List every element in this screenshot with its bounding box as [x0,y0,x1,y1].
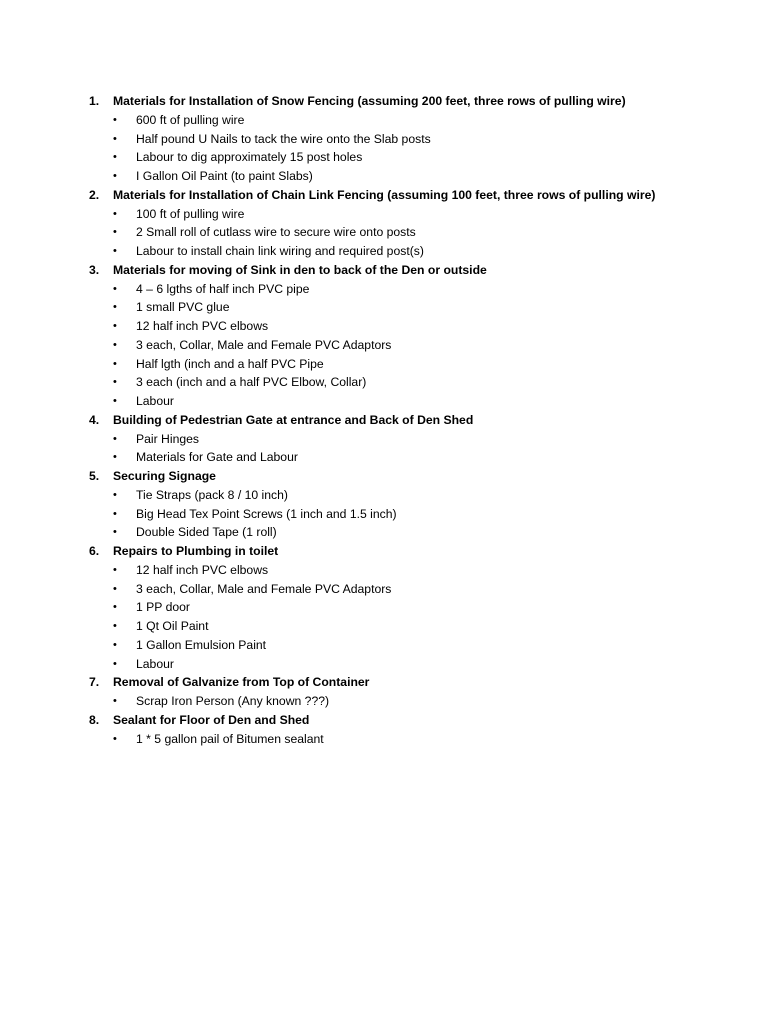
materials-list [0,92,768,748]
section-heading [0,711,768,730]
bullet-icon: • [113,451,117,464]
list-item [0,598,768,617]
list-item-text: 3 each, Collar, Male and Female PVC Adaptors [136,337,392,352]
list-item [0,430,768,449]
list-item-text: 3 each (inch and a half PVC Elbow, Collar) [136,375,367,390]
section-heading-text: Materials for moving of Sink in den to back of the Den or outside [113,262,487,277]
list-item-text: 3 each, Collar, Male and Female PVC Adaptors [136,581,392,596]
list-item [0,167,768,186]
list-item-text: Big Head Tex Point Screws (1 inch and 1.5 inch) [136,506,397,521]
list-item-text: 1 Qt Oil Paint [136,619,209,633]
section-heading-text: Materials for Installation of Chain Link Fencing (assuming 100 feet, three rows of pulling wire) [113,187,656,202]
list-item [0,317,768,336]
list-item [0,692,768,711]
bullet-icon: • [113,507,117,520]
list-item-text: Labour to dig approximately 15 post holes [136,150,363,165]
list-item [0,730,768,749]
section-items [0,692,768,711]
list-item [0,580,768,599]
section-heading-text: Repairs to Plumbing in toilet [113,544,279,558]
list-item-text: 600 ft of pulling wire [136,112,245,127]
section-heading [0,186,768,205]
section-heading [0,92,768,111]
bullet-icon: • [113,638,117,651]
bullet-icon: • [113,170,117,182]
section-number: 3. [89,262,100,277]
list-item-text: 1 small PVC glue [136,300,230,315]
list-item-text: Labour [136,656,174,671]
section-number: 5. [89,469,100,483]
list-item [0,505,768,524]
section-items [0,561,768,674]
section-number: 4. [89,412,100,427]
bullet-icon: • [113,526,117,539]
list-item-text: 1 PP door [136,600,190,615]
section-heading-text: Securing Signage [113,469,216,483]
bullet-icon: • [113,563,117,576]
list-item [0,561,768,580]
bullet-icon: • [113,395,117,407]
section-heading-text: Building of Pedestrian Gate at entrance and Back of Den Shed [113,412,474,427]
list-section [0,542,768,673]
list-item [0,636,768,655]
list-item [0,373,768,392]
bullet-icon: • [113,132,117,145]
list-item [0,148,768,167]
list-item-text: Tie Straps (pack 8 / 10 inch) [136,487,288,502]
list-item [0,130,768,149]
section-heading [0,673,768,692]
bullet-icon: • [113,376,117,389]
list-item-text: 4 – 6 lgths of half inch PVC pipe [136,281,310,296]
bullet-icon: • [113,320,117,332]
section-items [0,486,768,542]
bullet-icon: • [113,488,117,501]
section-number: 2. [89,187,100,202]
list-section [0,711,768,749]
section-number: 7. [89,675,100,690]
section-number: 1. [89,94,100,108]
list-item [0,617,768,636]
list-section [0,186,768,261]
section-heading [0,467,768,486]
section-items [0,280,768,411]
bullet-icon: • [113,245,117,257]
list-item-text: I Gallon Oil Paint (to paint Slabs) [136,169,313,183]
section-items [0,205,768,261]
list-item [0,223,768,242]
list-section [0,261,768,411]
list-item-text: Double Sided Tape (1 roll) [136,525,277,540]
list-item-text: Scrap Iron Person (Any known ???) [136,694,330,708]
list-item [0,111,768,130]
bullet-icon: • [113,432,117,445]
list-item [0,242,768,261]
list-item-text: Materials for Gate and Labour [136,450,298,465]
bullet-icon: • [113,657,117,670]
list-item [0,655,768,674]
bullet-icon: • [113,282,117,295]
list-item-text: 12 half inch PVC elbows [136,562,269,577]
bullet-icon: • [113,338,117,351]
list-item-text: 2 Small roll of cutlass wire to secure wire onto posts [136,225,416,240]
section-items [0,430,768,468]
list-item [0,205,768,224]
list-item [0,448,768,467]
bullet-icon: • [113,695,117,707]
list-item [0,392,768,411]
list-item-text: 1 * 5 gallon pail of Bitumen sealant [136,731,324,746]
bullet-icon: • [113,620,117,632]
section-heading-text: Removal of Galvanize from Top of Container [113,675,370,690]
section-items [0,730,768,749]
list-item-text: 100 ft of pulling wire [136,206,245,221]
list-section [0,411,768,467]
list-item [0,355,768,374]
bullet-icon: • [113,207,117,220]
section-number: 8. [89,712,100,727]
list-item-text: Half lgth (inch and a half PVC Pipe [136,356,324,371]
list-section [0,673,768,711]
list-item [0,523,768,542]
section-heading [0,261,768,280]
list-item [0,280,768,299]
list-item-text: Labour to install chain link wiring and required post(s) [136,244,424,258]
section-number: 6. [89,544,100,558]
bullet-icon: • [113,732,117,745]
list-item [0,336,768,355]
section-heading [0,542,768,561]
list-item [0,298,768,317]
section-heading-text: Materials for Installation of Snow Fencing (assuming 200 feet, three rows of pulling wire) [113,94,626,108]
list-section [0,92,768,186]
bullet-icon: • [113,151,117,164]
bullet-icon: • [113,226,117,239]
list-item-text: 12 half inch PVC elbows [136,319,269,333]
bullet-icon: • [113,601,117,614]
bullet-icon: • [113,301,117,314]
list-item-text: Half pound U Nails to tack the wire onto the Slab posts [136,131,431,146]
section-items [0,111,768,186]
list-item-text: Labour [136,394,174,408]
bullet-icon: • [113,582,117,595]
list-item [0,486,768,505]
section-heading [0,411,768,430]
list-item-text: 1 Gallon Emulsion Paint [136,637,267,652]
list-section [0,467,768,542]
section-heading-text: Sealant for Floor of Den and Shed [113,712,310,727]
list-item-text: Pair Hinges [136,431,199,446]
bullet-icon: • [113,113,117,126]
bullet-icon: • [113,357,117,370]
